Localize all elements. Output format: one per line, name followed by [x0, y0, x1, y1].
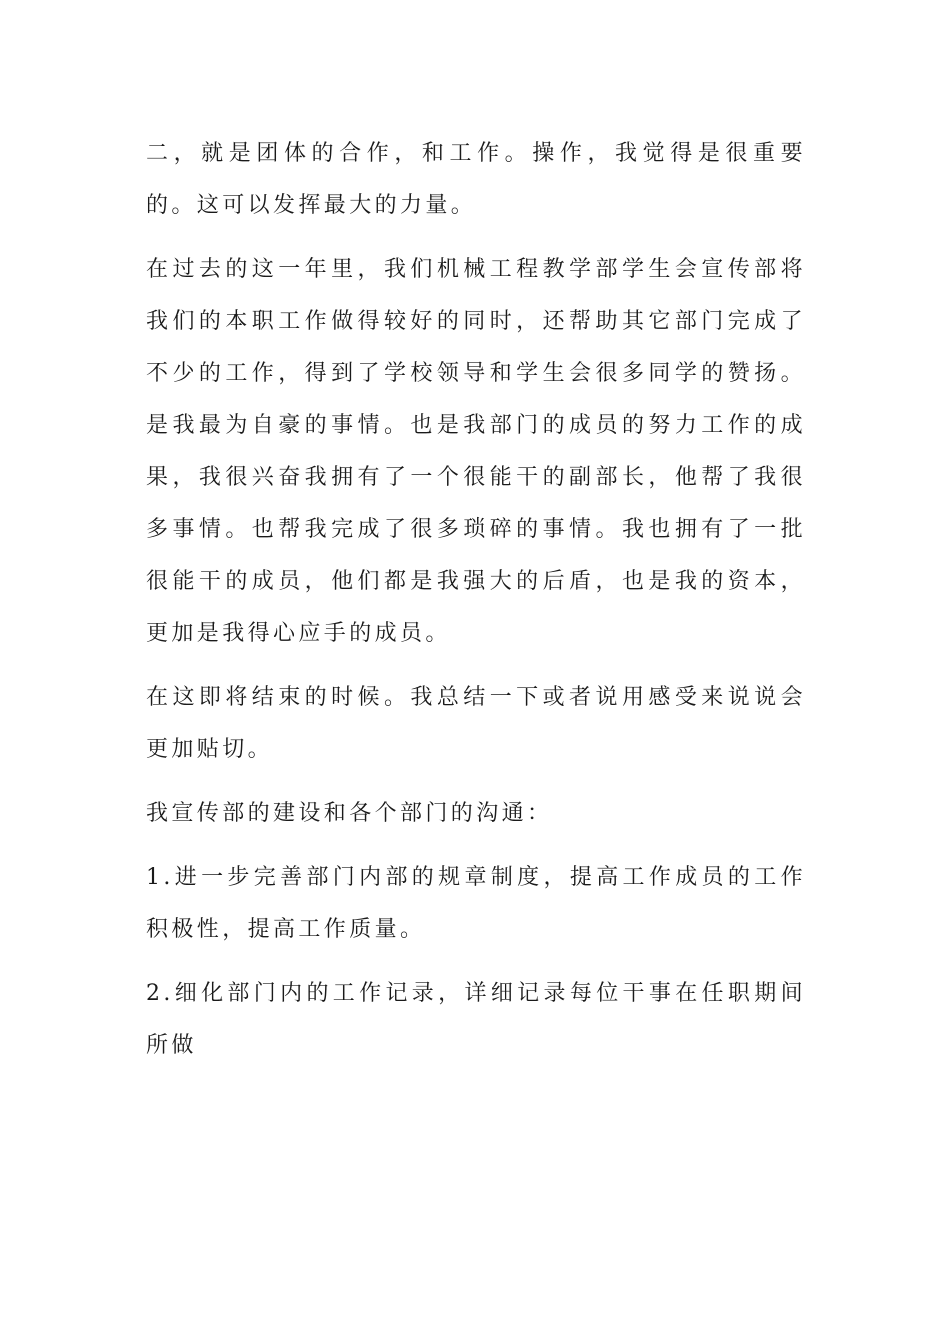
- list-item-1: 1.进一步完善部门内部的规章制度，提高工作成员的工作积极性，提高工作质量。: [146, 865, 806, 942]
- paragraph-department-building: 我宣传部的建设和各个部门的沟通：: [146, 801, 553, 826]
- list-item-2: 2.细化部门内的工作记录，详细记录每位干事在任职期间所做: [146, 981, 806, 1058]
- paragraph-summary-intro: 在这即将结束的时候。我总结一下或者说用感受来说说会更加贴切。: [146, 685, 806, 762]
- document-body: [146, 128, 806, 1084]
- paragraph-year-review: 在过去的这一年里，我们机械工程教学部学生会宣传部将我们的本职工作做得较好的同时，还帮助其它部门完成了不少的工作，得到了学校领导和学生会很多同学的赞扬。是我最为自豪的事情。也是我部门的成员的努力工作的成果，我很兴奋我拥有了一个很能干的副部长，他帮了我很多事情。也帮我完成了很多琐碎的事情。我也拥有了一批很能干的成员，他们都是我强大的后盾，也是我的资本，更加是我得心应手的成员。: [146, 257, 806, 646]
- paragraph-teamwork: 二，就是团体的合作，和工作。操作，我觉得是很重要的。这可以发挥最大的力量。: [146, 141, 806, 218]
